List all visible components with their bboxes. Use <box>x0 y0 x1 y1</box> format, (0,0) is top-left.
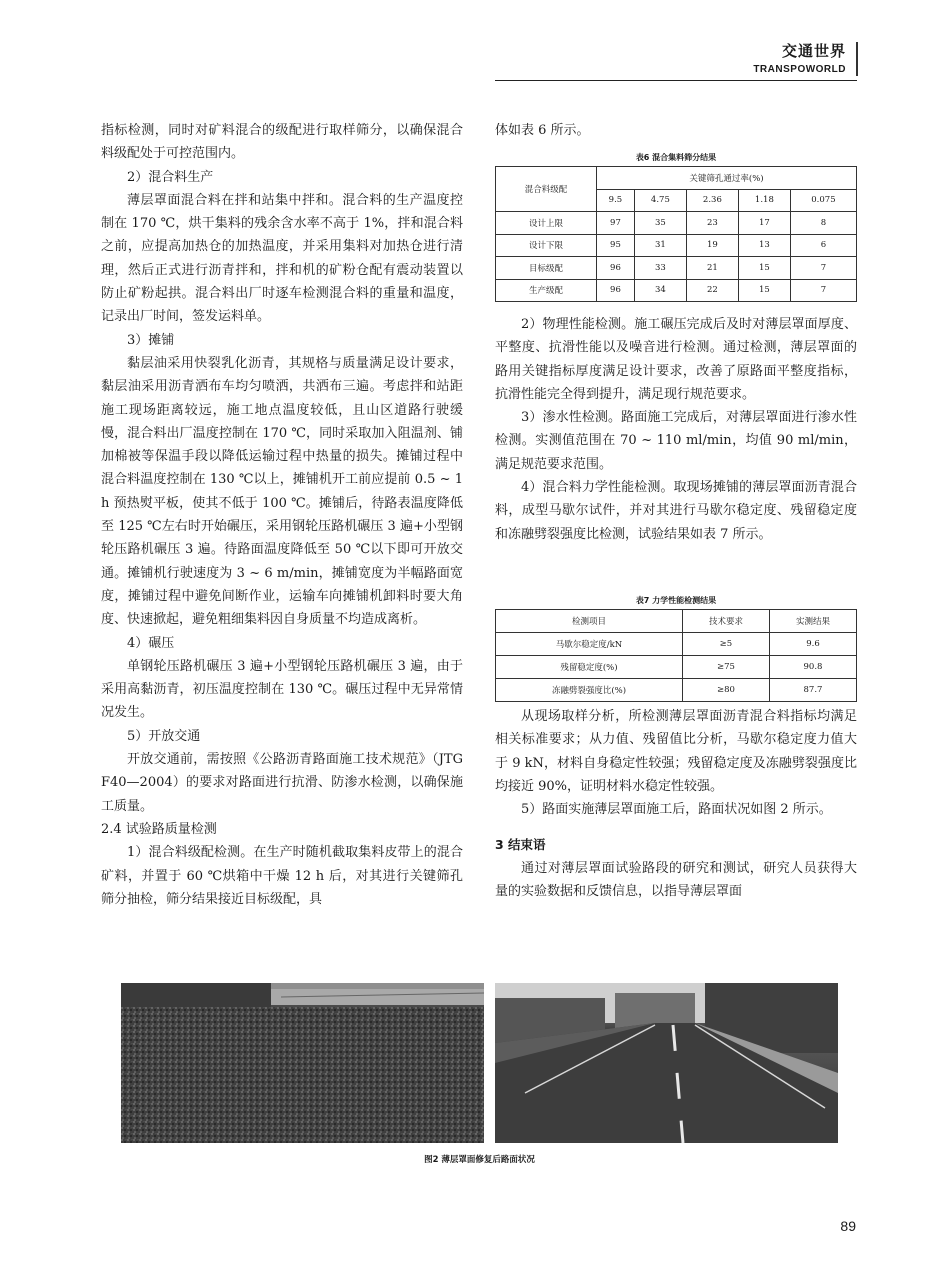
cell: 残留稳定度(%) <box>496 656 683 679</box>
cell: 31 <box>634 234 686 257</box>
cell: ≥80 <box>682 679 769 702</box>
figure-caption: 图2 薄层罩面修复后路面状况 <box>424 1155 535 1165</box>
cell: 96 <box>597 257 635 280</box>
cell: 8 <box>790 212 856 235</box>
table-row <box>496 633 857 656</box>
table7-header: 实测结果 <box>769 610 856 633</box>
paragraph: 黏层油采用快裂乳化沥青，其规格与质量满足设计要求，黏层油采用沥青洒布车均匀喷洒，共洒布三遍。考虑拌和站距施工现场距离较远，施工地点温度较低，且山区道路行驶缓慢，混合料出厂温度控制在 170 ℃，同时采取加入阻温剂、铺加棉被等保温手段以降低运输过程中热量的损失。摊铺过程中混合料温度控制在 130 ℃以上，摊铺机开工前应提前 0.5 ~ 1 h 预热熨平板，使其不低于 100 ℃。摊铺后，待路表温度降低至 125 ℃左右时开始碾压，采用钢轮压路机碾压 3 遍+小型钢轮压路机碾压 3 遍。待路面温度降低至 50 ℃以下即可开放交通。摊铺机行驶速度为 3 ~ 6 m/min，摊铺宽度为半幅路面宽度，摊铺过程中避免间断作业，运输车向摊铺机卸料时要大角度、快速掀起，避免粗细集料因自身质量不均造成离析。 <box>101 355 463 628</box>
cell: 7 <box>790 279 856 302</box>
table6-sieve: 2.36 <box>686 189 738 212</box>
subheading: 5）开放交通 <box>127 728 201 744</box>
subheading: 4）碾压 <box>127 635 175 651</box>
road-surface-closeup-photo <box>121 983 484 1143</box>
table6 <box>495 166 857 302</box>
cell: 21 <box>686 257 738 280</box>
table6-sieve: 9.5 <box>597 189 635 212</box>
table-row <box>496 234 857 257</box>
paragraph: 通过对薄层罩面试验路段的研究和测试，研究人员获得大量的实验数据和反馈信息，以指导薄层罩面 <box>495 860 857 900</box>
table7-header: 检测项目 <box>496 610 683 633</box>
paragraph: 开放交通前，需按照《公路沥青路面施工技术规范》（JTG F40—2004）的要求对路面进行抗滑、防渗水检测，以确保施工质量。 <box>101 752 463 814</box>
paragraph: 1）混合料级配检测。在生产时随机截取集料皮带上的混合矿料，并置于 60 ℃烘箱中干燥 12 h 后，对其进行关键筛孔筛分抽检，筛分结果接近目标级配，具 <box>101 845 463 907</box>
cell: 34 <box>634 279 686 302</box>
paragraph: 3）渗水性检测。路面施工完成后，对薄层罩面进行渗水性检测。实测值范围在 70 ~ 110 ml/min，均值 90 ml/min，满足规范要求范围。 <box>495 410 857 472</box>
cell: 15 <box>738 257 790 280</box>
cell: 7 <box>790 257 856 280</box>
subheading: 3）摊铺 <box>127 332 175 348</box>
paragraph: 从现场取样分析，所检测薄层罩面沥青混合料指标均满足相关标准要求；从力值、残留值比分析，马歇尔稳定度力值大于 9 kN，材料自身稳定性较强；残留稳定度及冻融劈裂强度比均接近 90%，证明材料水稳定性较强。 <box>495 709 857 794</box>
table-row <box>496 212 857 235</box>
cell: 9.6 <box>769 633 856 656</box>
journal-title-en: TRANSPOWORLD <box>753 64 846 75</box>
right-column-top <box>495 119 857 142</box>
cell: 冻融劈裂强度比(%) <box>496 679 683 702</box>
cell: ≥5 <box>682 633 769 656</box>
paragraph: 体如表 6 所示。 <box>495 123 590 138</box>
paragraph: 单钢轮压路机碾压 3 遍+小型钢轮压路机碾压 3 遍，由于采用高黏沥青，初压温度控制在 130 ℃。碾压过程中无异常情况发生。 <box>101 658 463 721</box>
cell: 87.7 <box>769 679 856 702</box>
table-row <box>496 656 857 679</box>
table-row <box>496 679 857 702</box>
section-heading: 2.4 试验路质量检测 <box>101 821 217 837</box>
right-column-middle <box>495 313 857 546</box>
journal-header <box>753 42 858 76</box>
table6-sieve: 4.75 <box>634 189 686 212</box>
road-after-repair-photo <box>495 983 838 1143</box>
right-column-bottom <box>495 705 857 903</box>
section-heading: 3 结束语 <box>495 837 546 853</box>
table6-group-header: 关键筛孔通过率(%) <box>597 167 857 190</box>
cell: 22 <box>686 279 738 302</box>
table6-sieve: 0.075 <box>790 189 856 212</box>
cell: 95 <box>597 234 635 257</box>
cell: 6 <box>790 234 856 257</box>
cell: 97 <box>597 212 635 235</box>
table-row <box>496 257 857 280</box>
table-row <box>496 279 857 302</box>
cell: 17 <box>738 212 790 235</box>
cell: 13 <box>738 234 790 257</box>
cell: 15 <box>738 279 790 302</box>
cell: 35 <box>634 212 686 235</box>
header-rule <box>495 80 857 81</box>
cell: 90.8 <box>769 656 856 679</box>
journal-title-cn: 交通世界 <box>781 42 846 60</box>
left-column <box>101 119 463 911</box>
table6-row-header: 混合料级配 <box>496 167 597 212</box>
paragraph: 指标检测，同时对矿料混合的级配进行取样筛分，以确保混合料级配处于可控范围内。 <box>101 123 463 162</box>
paragraph: 薄层罩面混合料在拌和站集中拌和。混合料的生产温度控制在 170 ℃，烘干集料的残余含水率不高于 1%，拌和混合料之前，应提高加热仓的加热温度，并采用集料对加热仓进行清理，然后正式进行沥青拌和，拌和机的矿粉仓配有震动装置以防止矿粉起拱。混合料出厂时逐车检测混合料的重量和温度，记录出厂时间，签发运料单。 <box>101 192 463 325</box>
cell: 马歇尔稳定度/kN <box>496 633 683 656</box>
row-label: 目标级配 <box>496 257 597 280</box>
table6-sieve: 1.18 <box>738 189 790 212</box>
cell: ≥75 <box>682 656 769 679</box>
row-label: 生产级配 <box>496 279 597 302</box>
row-label: 设计下限 <box>496 234 597 257</box>
cell: 19 <box>686 234 738 257</box>
cell: 96 <box>597 279 635 302</box>
page-number: 89 <box>840 1218 856 1234</box>
paragraph: 5）路面实施薄层罩面施工后，路面状况如图 2 所示。 <box>521 802 832 818</box>
paragraph: 4）混合料力学性能检测。取现场摊铺的薄层罩面沥青混合料，成型马歇尔试件，并对其进行马歇尔稳定度、残留稳定度和冻融劈裂强度比检测，试验结果如表 7 所示。 <box>495 480 857 542</box>
table7-header: 技术要求 <box>682 610 769 633</box>
cell: 23 <box>686 212 738 235</box>
cell: 33 <box>634 257 686 280</box>
table6-caption: 表6 混合集料筛分结果 <box>635 153 717 162</box>
paragraph: 2）物理性能检测。施工碾压完成后及时对薄层罩面厚度、平整度、抗滑性能以及噪音进行检测。通过检测，薄层罩面的路用关键指标厚度满足设计要求，改善了原路面平整度指标，抗滑性能完全得到提升，满足现行规范要求。 <box>495 317 857 402</box>
row-label: 设计上限 <box>496 212 597 235</box>
subheading: 2）混合料生产 <box>127 169 214 185</box>
table7 <box>495 609 857 702</box>
table7-caption: 表7 力学性能检测结果 <box>635 596 717 605</box>
